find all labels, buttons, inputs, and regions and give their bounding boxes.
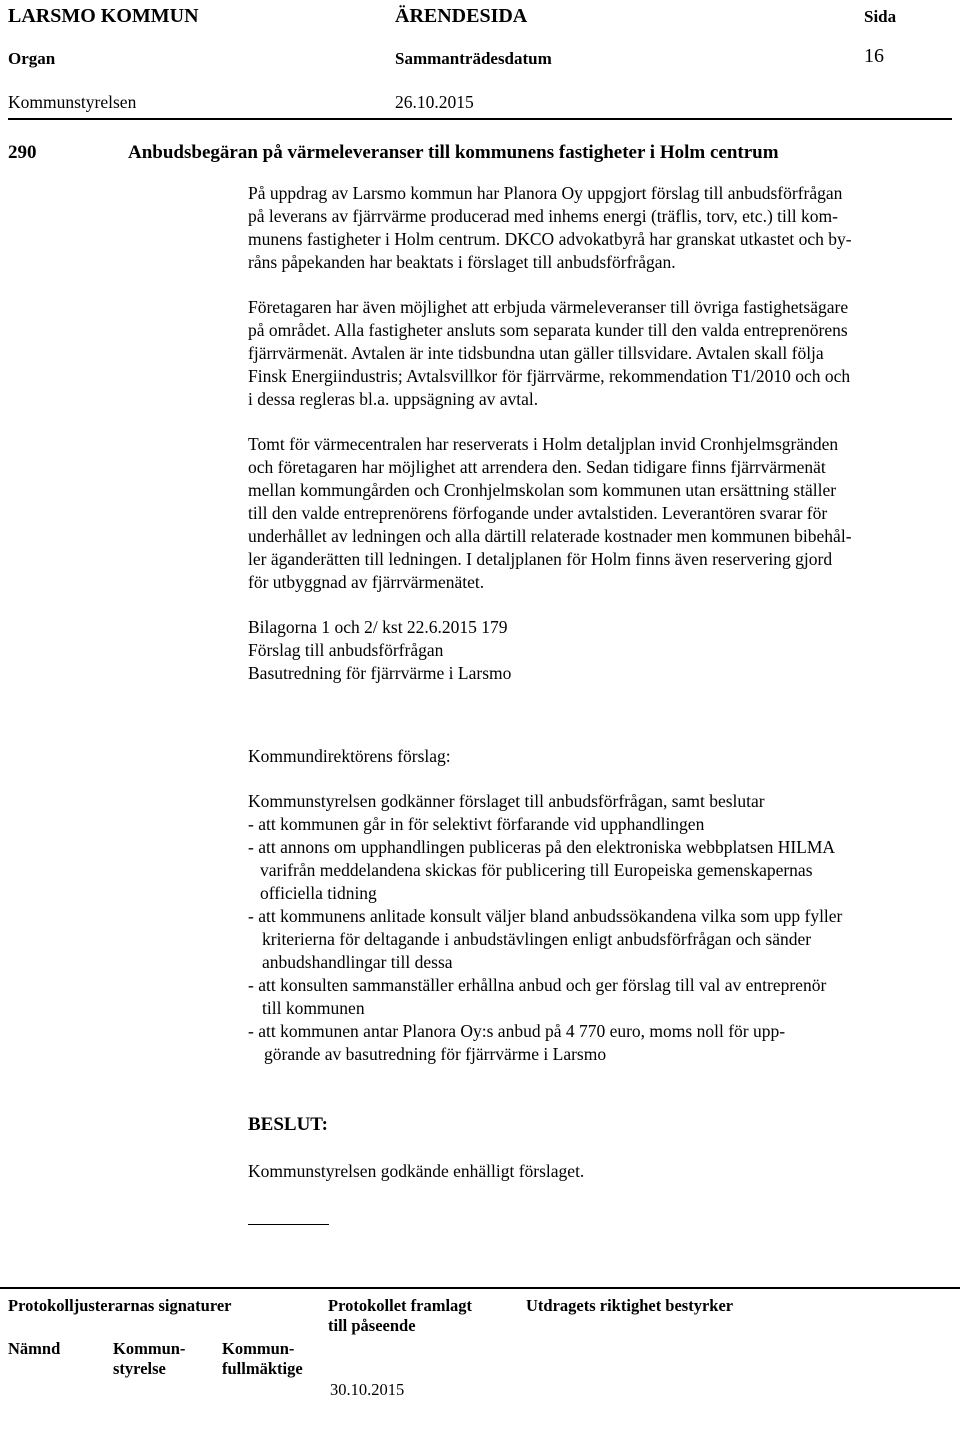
document-type: ÄRENDESIDA [395, 5, 528, 27]
column-kommunfullmaktige: Kommun- fullmäktige [222, 1339, 303, 1378]
organ-value: Kommunstyrelsen [8, 92, 137, 112]
paragraph-customers: Företagaren har även möjlighet att erbjuda värmeleveranser till övriga fastighetsägare på området. Alla fastigheter ansluts som separata kunder till den valda entreprenörens fjärrvärmenät. Avtalen är inte tidsbundna utan gäller tillsvidare. Avtalen skall följa Finsk Energiindustris; Avtalsvillkor för fjärrvärme, rekommendation T1/2010 och och i dessa regleras bl.a. uppsägning av avtal. [248, 297, 851, 409]
section-title: Anbudsbegäran på värmeleveranser till kommunens fastigheter i Holm centrum [128, 142, 779, 163]
attachment-line: Förslag till anbudsförfrågan [248, 640, 444, 660]
published-date: 30.10.2015 [330, 1380, 405, 1399]
closing-rule [248, 1224, 329, 1225]
attachment-line: Basutredning för fjärrvärme i Larsmo [248, 663, 512, 683]
case-description [248, 182, 951, 685]
paragraph-commission: På uppdrag av Larsmo kommun har Planora Oy uppgjort förslag till anbudsförfrågan på leverans av fjärrvärme producerad med inhems energi (träflis, torv, etc.) till kom- munens fastigheter i Holm centrum. DKCO advokatbyrå har granskat utkastet och by- råns påpekanden har beaktats i förslaget till anbudsförfrågan. [248, 183, 852, 272]
decision-heading: BESLUT: [248, 1114, 328, 1135]
page-label: Sida [864, 7, 897, 26]
proposal-item: - att kommunen antar Planora Oy:s anbud på 4 770 euro, moms noll för upp- görande av basutredning för fjärrvärme i Larsmo [248, 1021, 786, 1064]
proposal-item: - att kommunens anlitade konsult väljer bland anbudssökandena vilka som upp fyller kriterierna för deltagande i anbudstävlingen enligt anbudsförfrågan och sänder anbudshandlingar till dessa [248, 906, 843, 972]
proposal-section [248, 745, 951, 1066]
column-namnd: Nämnd [8, 1339, 61, 1358]
column-kommunstyrelse: Kommun- styrelse [113, 1339, 186, 1378]
header-rule [8, 118, 952, 120]
section-number: 290 [8, 142, 37, 163]
meeting-date-value: 26.10.2015 [395, 92, 474, 112]
published-label: Protokollet framlagt till påseende [328, 1296, 473, 1335]
proposal-item: - att annons om upphandlingen publiceras på den elektroniska webbplatsen HILMA varifrån meddelandena skickas för publicering till Europeiska gemenskapernas officiella tidning [248, 837, 836, 903]
attachment-line: Bilagorna 1 och 2/ kst 22.6.2015 179 [248, 617, 508, 637]
proposal-item: - att konsulten sammanställer erhållna anbud och ger förslag till val av entreprenör till kommunen [248, 975, 827, 1018]
decision-text: Kommunstyrelsen godkände enhälligt förslaget. [248, 1161, 585, 1181]
paragraph-plot: Tomt för värmecentralen har reserverats i Holm detaljplan invid Cronhjelmsgränden och företagaren har möjlighet att arrendera den. Sedan tidigare finns fjärrvärmenät mellan kommungården och Cronhjelmskolan som kommunen utan ersättning ställer till den valde entreprenörens förfogande under avtalstiden. Leverantören svarar för underhållet av ledningen och alla därtill relaterade kostnader men kommunen bibehål- ler äganderätten till ledningen. I detaljplanen för Holm finns även reservering gjord för utbyggnad av fjärrvärmenätet. [248, 434, 852, 592]
page-number: 16 [864, 45, 884, 67]
organ-label: Organ [8, 49, 56, 68]
certified-label: Utdragets riktighet bestyrker [526, 1296, 734, 1315]
proposal-intro: Kommunstyrelsen godkänner förslaget till anbudsförfrågan, samt beslutar [248, 791, 765, 811]
signatures-label: Protokolljusterarnas signaturer [8, 1296, 232, 1315]
proposal-heading: Kommundirektörens förslag: [248, 746, 451, 766]
attachments-list [248, 616, 951, 685]
municipality-name: LARSMO KOMMUN [8, 5, 199, 27]
proposal-item: - att kommunen går in för selektivt förfarande vid upphandlingen [248, 814, 705, 834]
footer-rule [0, 1287, 960, 1289]
meeting-date-label: Sammanträdesdatum [395, 49, 552, 68]
